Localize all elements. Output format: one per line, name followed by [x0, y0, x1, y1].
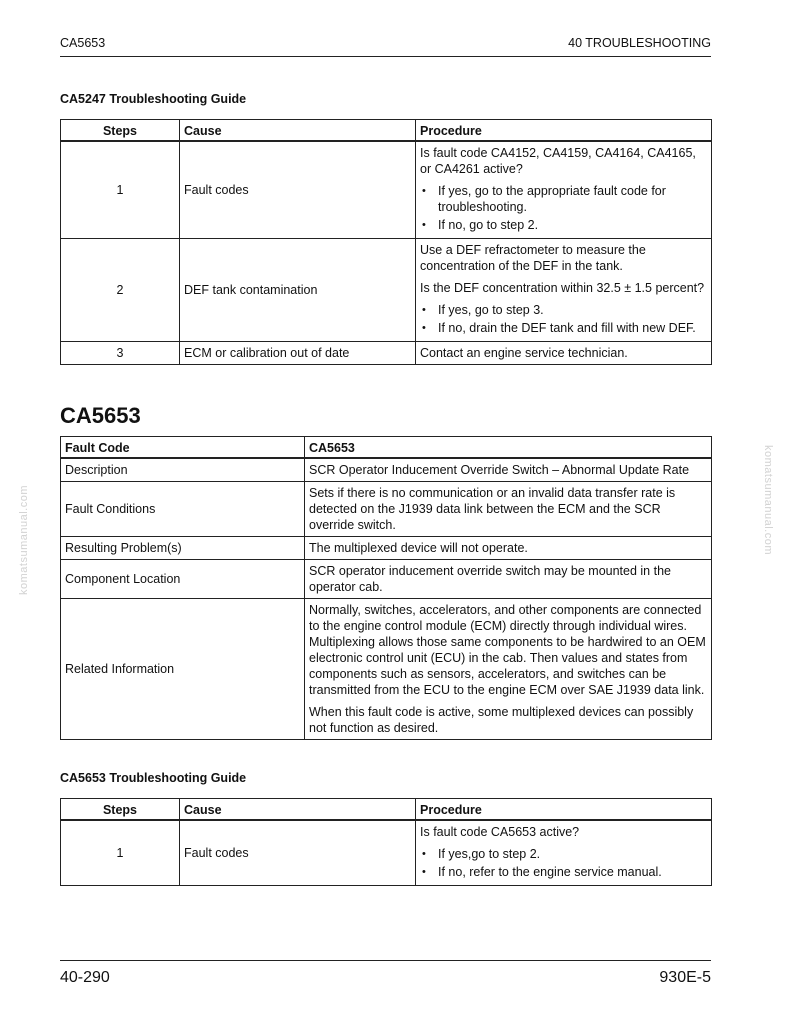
procedure-cell [416, 239, 712, 342]
bullet-item: • If no, refer to the engine service manual. [420, 864, 707, 880]
field-label: Fault Conditions [61, 482, 305, 537]
field-text: Normally, switches, accelerators, and other components are connected to the engine control module (ECM) directly through individual wires. Multiplexing allows those same components to be hardwired to an OEM electronic control unit (ECU) in the cab. Then values and states from components such as sensors, accelerators, and switches can be transmitted from the ECU to the engine ECM over SAE J1939 data link. [309, 603, 706, 697]
table-row [61, 342, 712, 365]
cause-cell: Fault codes [180, 820, 416, 886]
field-text: The multiplexed device will not operate. [309, 541, 528, 555]
running-header [60, 36, 711, 57]
column-header-procedure: Procedure [416, 799, 712, 821]
fault-code-rows [61, 458, 712, 740]
field-text: Sets if there is no communication or an invalid data transfer rate is detected on the J1939 data link between the ECM and the SCR override switch. [309, 486, 676, 532]
guide2-table [60, 798, 712, 886]
field-value [305, 482, 712, 537]
column-header-steps: Steps [61, 120, 180, 142]
fault-code-label: Fault Code [61, 437, 305, 459]
cause-cell: DEF tank contamination [180, 239, 416, 342]
procedure-text: Use a DEF refractometer to measure the concentration of the DEF in the tank. [420, 243, 646, 273]
field-value [305, 537, 712, 560]
procedure-bullets [420, 302, 707, 336]
table-row [61, 458, 712, 482]
field-value [305, 560, 712, 599]
page-number: 40-290 [60, 969, 110, 986]
guide2-title: CA5653 Troubleshooting Guide [60, 771, 247, 785]
header-chapter: 40 TROUBLESHOOTING [568, 36, 711, 50]
watermark-right: komatsumanual.com [762, 445, 774, 555]
column-header-steps: Steps [61, 799, 180, 821]
cause-cell: Fault codes [180, 141, 416, 239]
header-fault-code: CA5653 [60, 36, 106, 50]
bullet-item: • If yes, go to the appropriate fault code for troubleshooting. [420, 183, 707, 215]
column-header-cause: Cause [180, 120, 416, 142]
step-number: 1 [61, 141, 180, 239]
bullet-item: • If no, go to step 2. [420, 217, 707, 233]
procedure-text: Contact an engine service technician. [420, 346, 628, 360]
step-number: 1 [61, 820, 180, 886]
field-label: Description [61, 458, 305, 482]
field-label: Resulting Problem(s) [61, 537, 305, 560]
step-number: 2 [61, 239, 180, 342]
table-row [61, 560, 712, 599]
guide1-rows [61, 141, 712, 365]
procedure-bullets [420, 846, 707, 880]
section-title: CA5653 [60, 403, 141, 428]
procedure-text: Is fault code CA5653 active? [420, 825, 580, 839]
column-header-procedure: Procedure [416, 120, 712, 142]
fault-code-table [60, 436, 712, 740]
bullet-item: • If yes,go to step 2. [420, 846, 707, 862]
field-label: Component Location [61, 560, 305, 599]
watermark-left: komatsumanual.com [18, 485, 30, 595]
table-row [61, 537, 712, 560]
field-text: SCR Operator Inducement Override Switch – Abnormal Update Rate [309, 463, 690, 477]
table-header-row [61, 437, 712, 459]
table-row [61, 482, 712, 537]
procedure-bullets [420, 183, 707, 233]
field-label: Related Information [61, 599, 305, 740]
bullet-item: • If yes, go to step 3. [420, 302, 707, 318]
table-header-row [61, 799, 712, 821]
procedure-text: Is the DEF concentration within 32.5 ± 1.5 percent? [420, 281, 705, 295]
field-value [305, 458, 712, 482]
column-header-cause: Cause [180, 799, 416, 821]
table-row [61, 599, 712, 740]
table-row [61, 239, 712, 342]
table-header-row [61, 120, 712, 142]
guide1-title: CA5247 Troubleshooting Guide [60, 92, 247, 106]
guide2-rows [61, 820, 712, 886]
fault-code-value: CA5653 [305, 437, 712, 459]
cause-cell: ECM or calibration out of date [180, 342, 416, 365]
table-row [61, 820, 712, 886]
bullet-item: • If no, drain the DEF tank and fill with new DEF. [420, 320, 707, 336]
table-row [61, 141, 712, 239]
step-number: 3 [61, 342, 180, 365]
running-footer [60, 960, 711, 987]
procedure-text: Is fault code CA4152, CA4159, CA4164, CA4165, or CA4261 active? [420, 146, 696, 176]
field-value [305, 599, 712, 740]
procedure-cell [416, 342, 712, 365]
field-text: SCR operator inducement override switch may be mounted in the operator cab. [309, 564, 671, 594]
procedure-cell [416, 820, 712, 886]
field-text: When this fault code is active, some multiplexed devices can possibly not function as desired. [309, 705, 694, 735]
procedure-cell [416, 141, 712, 239]
guide1-table [60, 119, 712, 365]
machine-model: 930E-5 [659, 969, 711, 986]
